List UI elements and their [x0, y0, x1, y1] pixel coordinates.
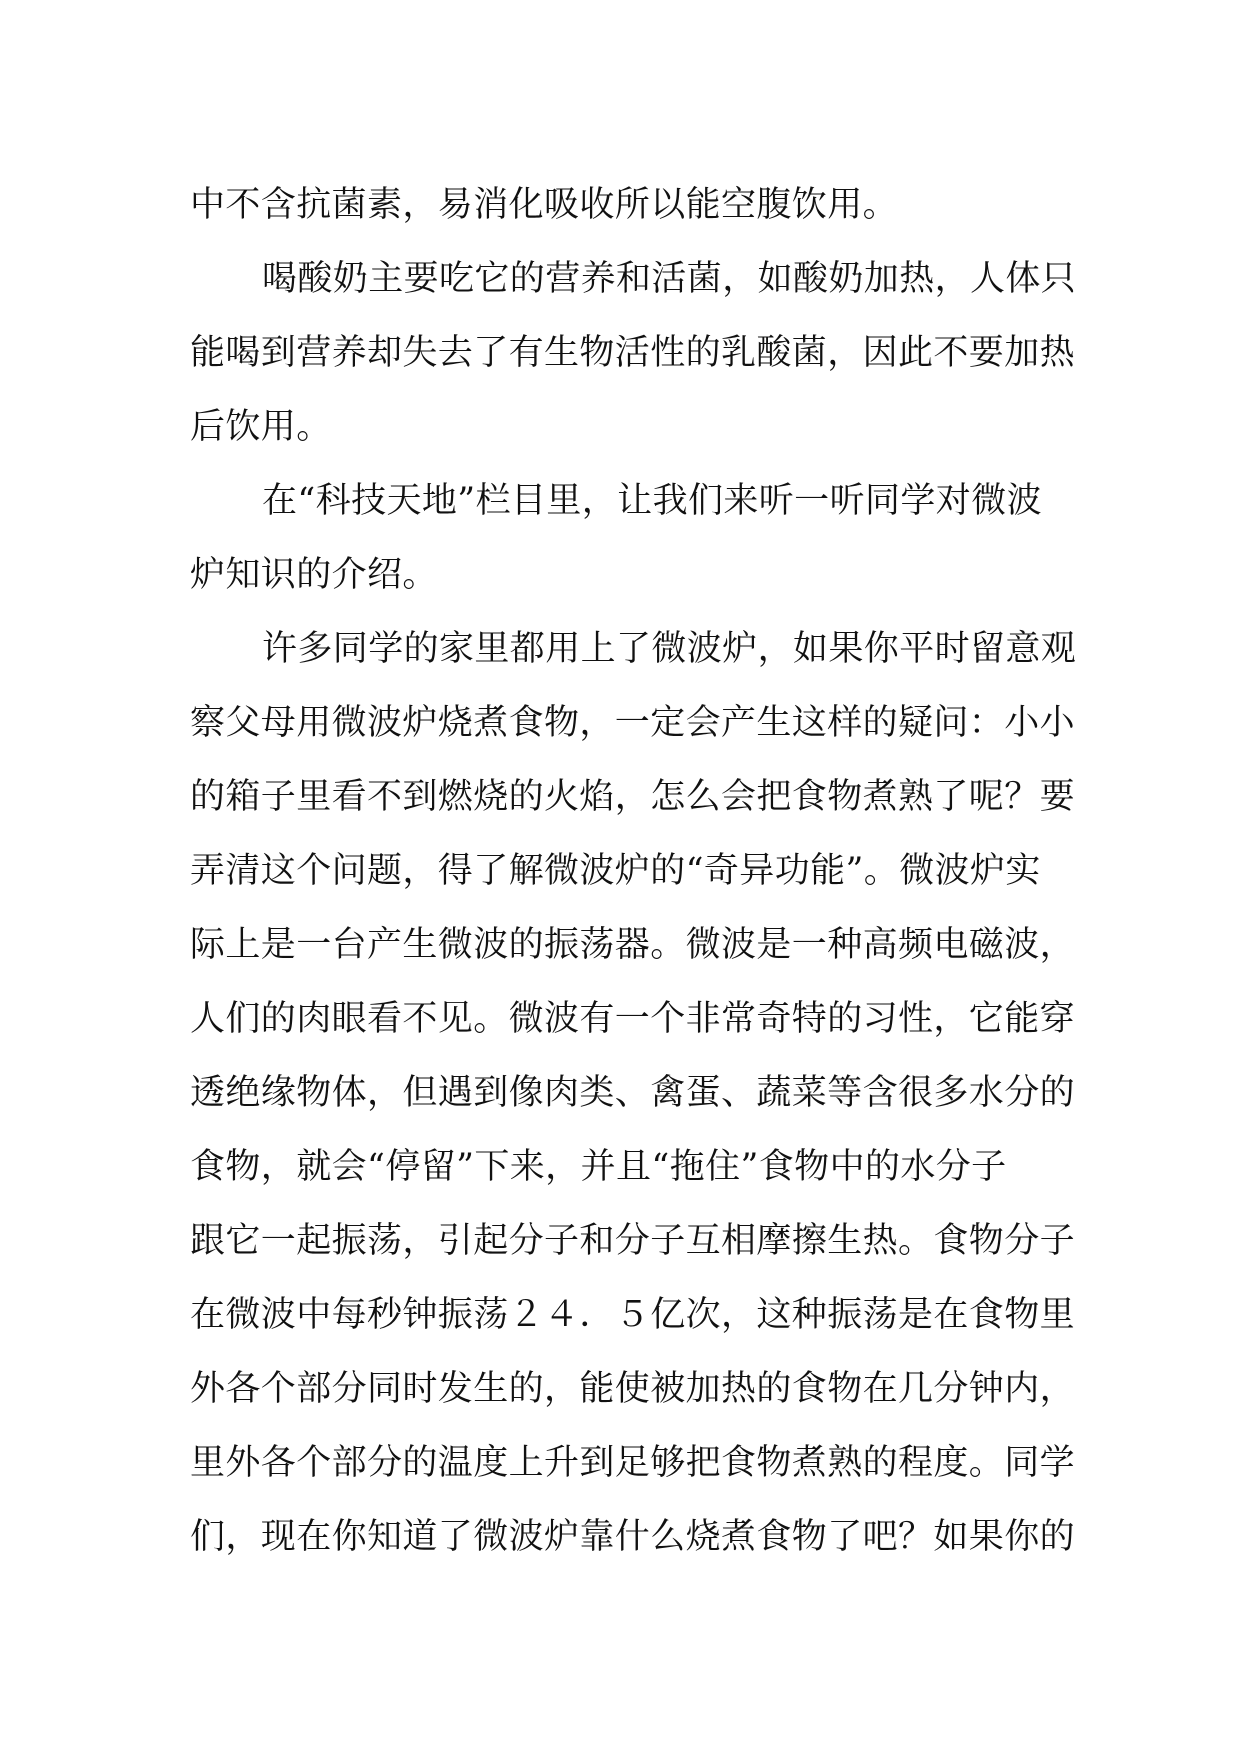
paragraph-start-line: 许多同学的家里都用上了微波炉，如果你平时留意观 — [262, 629, 1077, 669]
text-line: 人们的肉眼看不见。微波有一个非常奇特的习性，它能穿 — [190, 999, 1076, 1039]
text-line: 的箱子里看不到燃烧的火焰，怎么会把食物煮熟了呢？要 — [190, 777, 1076, 817]
text-line: 中不含抗菌素，易消化吸收所以能空腹饮用。 — [190, 185, 899, 225]
text-line: 们，现在你知道了微波炉靠什么烧煮食物了吧？如果你的 — [190, 1517, 1076, 1557]
text-line: 能喝到营养却失去了有生物活性的乳酸菌，因此不要加热 — [190, 333, 1076, 373]
text-line: 际上是一台产生微波的振荡器。微波是一种高频电磁波， — [190, 925, 1076, 965]
text-line: 在微波中每秒钟振荡２４．５亿次，这种振荡是在食物里 — [190, 1295, 1076, 1335]
text-line: 食物，就会“停留”下来，并且“拖住”食物中的水分子 — [190, 1147, 1007, 1187]
text-line: 察父母用微波炉烧煮食物，一定会产生这样的疑问：小小 — [190, 703, 1076, 743]
text-line: 后饮用。 — [190, 407, 332, 447]
paragraph-start-line: 在“科技天地”栏目里，让我们来听一听同学对微波 — [262, 481, 1042, 521]
text-line: 弄清这个问题，得了解微波炉的“奇异功能”。微波炉实 — [190, 851, 1041, 891]
text-line: 透绝缘物体，但遇到像肉类、禽蛋、蔬菜等含很多水分的 — [190, 1073, 1076, 1113]
text-line: 外各个部分同时发生的，能使被加热的食物在几分钟内， — [190, 1369, 1076, 1409]
text-line: 跟它一起振荡，引起分子和分子互相摩擦生热。食物分子 — [190, 1221, 1076, 1261]
body-text — [190, 168, 1077, 1574]
text-line: 炉知识的介绍。 — [190, 555, 438, 595]
paragraph-start-line: 喝酸奶主要吃它的营养和活菌，如酸奶加热，人体只 — [262, 259, 1077, 299]
text-line: 里外各个部分的温度上升到足够把食物煮熟的程度。同学 — [190, 1443, 1076, 1483]
